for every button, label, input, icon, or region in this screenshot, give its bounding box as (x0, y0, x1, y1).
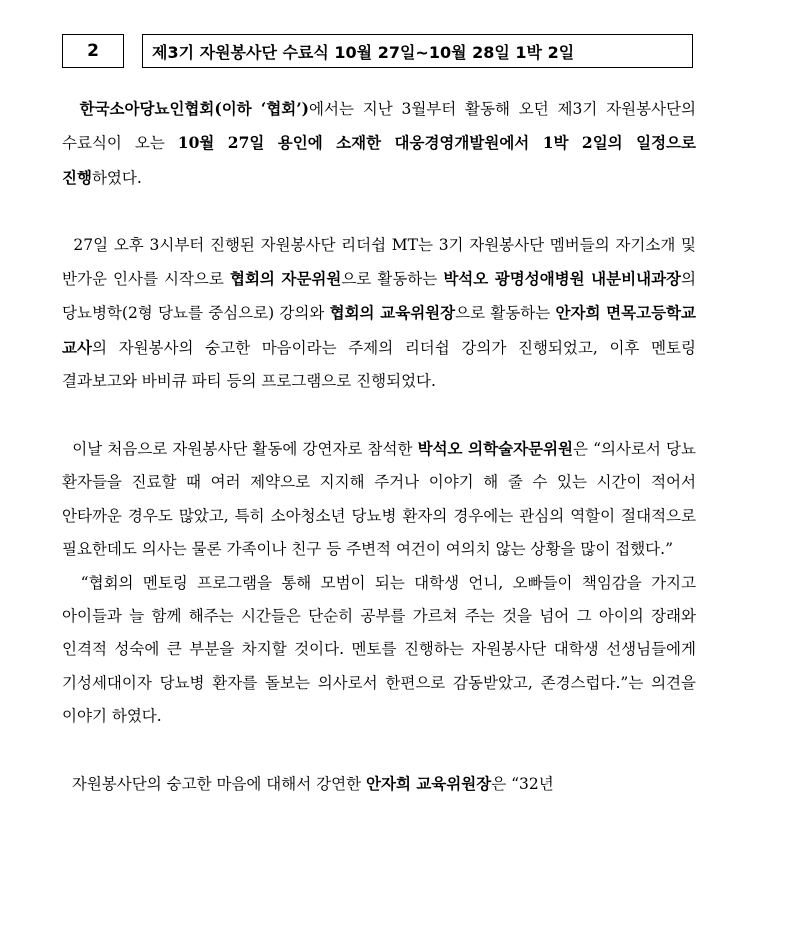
text-run: 에서는 지난 3월부터 활동해 오던 제3기 자원봉사단의 수료식이 오는 (62, 100, 696, 153)
text-run (62, 100, 80, 118)
bold-text: 박석오 광명성애병원 내분비내과장 (443, 269, 682, 289)
paragraph-gap (62, 734, 696, 767)
paragraph-gap (62, 195, 696, 228)
bold-text: 안자희 교육위원장 (366, 774, 492, 794)
text-run: 은 “의사로서 당뇨 환자들을 진료할 때 여러 제약으로 지지해 주거나 이야기 해 줄 수 있는 시간이 적어서 안타까운 경우도 많았고, 특히 소아청소년 당뇨병 환자의 경우에는 관심의 역할이 절대적으로 필요한데도 의사는 물론 가족이나 친구 등 주변적 여건이 여의치 않는 상황을 많이 접했다.” (62, 440, 696, 559)
text-run: 의 당뇨병학(2형 당뇨를 중심으로) 강의와 (62, 270, 696, 323)
paragraph (62, 432, 696, 567)
text-run: 으로 활동하는 (341, 270, 444, 289)
bold-text: 박석오 의학술자문위원 (417, 439, 573, 459)
text-run: 의 자원봉사의 숭고한 마음이라는 주제의 리더쉽 강의가 진행되었고, 이후 멘토링 결과보고와 바비큐 파티 등의 프로그램으로 진행되었다. (62, 338, 696, 391)
bold-text: 협회의 자문위원 (229, 269, 342, 289)
text-run: “협회의 멘토링 프로그램을 통해 모범이 되는 대학생 언니, 오빠들이 책임감을 가지고 아이들과 늘 함께 해주는 시간들은 단순히 공부를 가르쳐 주는 것을 넘어 그 아이의 장래와 인격적 성숙에 큰 부분을 차지할 것이다. 멘토를 진행하는 자원봉사단 대학생 선생님들에게 기성세대이자 당뇨병 환자를 돌보는 의사로서 한편으로 감동받았고, 존경스럽다.”는 의견을 이야기 하였다. (62, 573, 696, 726)
section-number: 2 (62, 34, 124, 68)
text-run: 하였다. (91, 168, 142, 187)
bold-text: 10월 27일 용인에 소재한 대웅경영개발원에서 1박 2일의 일정으로 진행 (62, 133, 696, 187)
bold-text: 안자희 면목고등학교 교사 (62, 303, 697, 357)
text-run: 자원봉사단의 숭고한 마음에 대해서 강연한 (62, 775, 367, 794)
text-run: 이날 처음으로 자원봉사단 활동에 강연자로 참석한 (62, 440, 418, 459)
bold-text: 한국소아당뇨인협회(이하 ‘협회’) (79, 99, 309, 118)
paragraph (62, 92, 696, 195)
paragraph (62, 767, 696, 801)
article-body (62, 92, 696, 801)
paragraph-gap (62, 399, 696, 432)
text-run: 으로 활동하는 (455, 304, 556, 323)
paragraph (62, 229, 696, 399)
text-run: 은 “32년 (491, 775, 554, 794)
paragraph (62, 567, 696, 734)
bold-text: 협회의 교육위원장 (329, 303, 456, 323)
section-title: 제3기 자원봉사단 수료식 10월 27일~10월 28일 1박 2일 (142, 34, 693, 68)
text-run: 27일 오후 3시부터 진행된 자원봉사단 리더쉽 MT는 3기 자원봉사단 멤버들의 자기소개 및 반가운 인사를 시작으로 (62, 235, 696, 289)
